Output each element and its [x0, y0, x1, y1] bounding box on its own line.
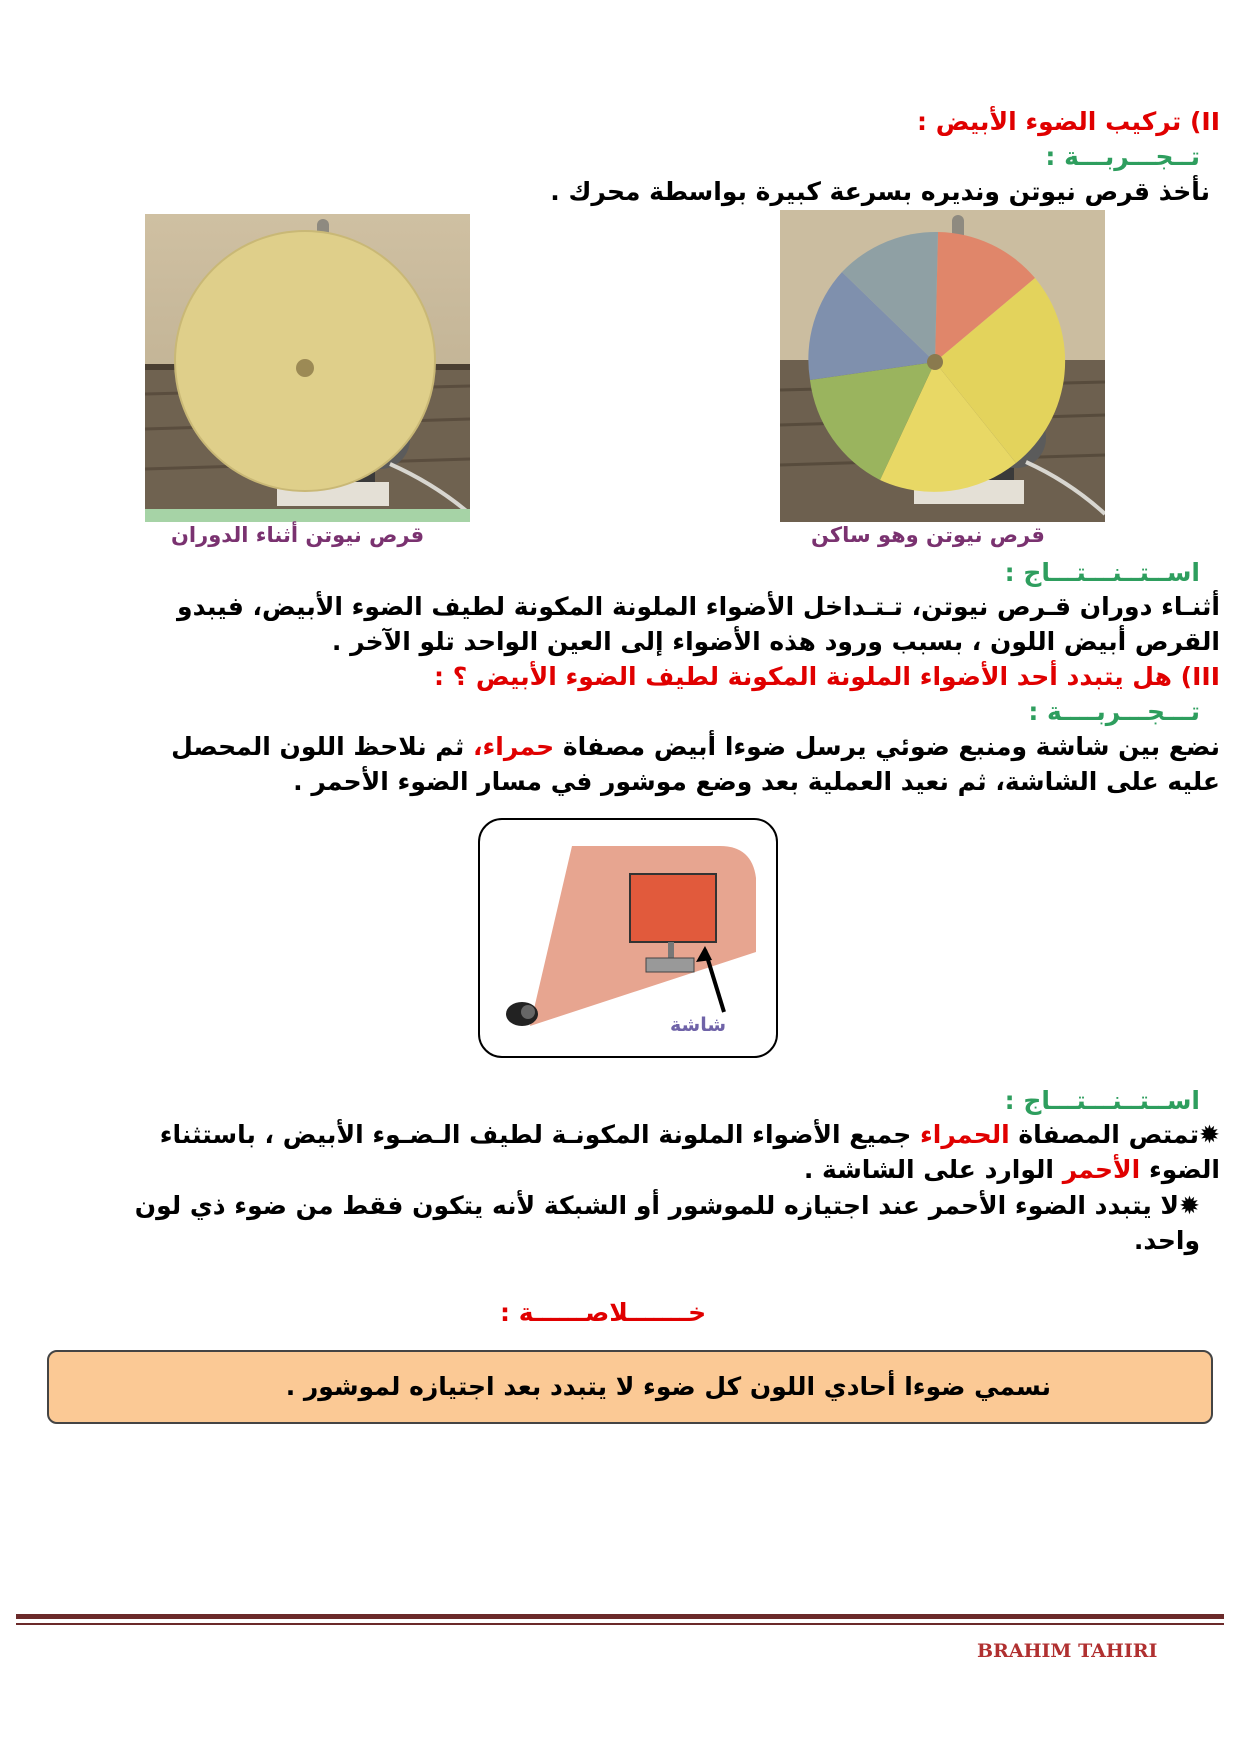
conclusion-label-2: اســتــنـــتـــاج :	[1004, 1086, 1200, 1115]
experiment-label-2: تـــجـــربــــة :	[1028, 697, 1200, 726]
conclusion-2-bullet-1-line-2	[804, 1152, 1220, 1188]
section-2-numeral: II)	[1189, 107, 1220, 136]
conclusion-label-1: اســتــنـــتـــاج :	[1004, 558, 1200, 587]
conclusion-2-red-word-1: الحمراء	[920, 1120, 1010, 1149]
footer-rule-thick	[16, 1614, 1224, 1619]
section-3-numeral: III)	[1180, 662, 1220, 691]
conclusion-2-red-word-2: الأحمر	[1062, 1155, 1141, 1184]
experiment-2-text-b: ثم نلاحظ اللون المحصل	[171, 732, 465, 761]
conclusion-2-b1-d: الوارد على الشاشة .	[803, 1155, 1054, 1184]
section-2-heading	[917, 104, 1220, 140]
summary-box	[47, 1350, 1213, 1424]
experiment-label-1: تــجـــربـــة :	[1045, 142, 1200, 171]
screen-label: شاشة	[670, 1014, 727, 1036]
filter-screen-diagram	[478, 818, 778, 1058]
experiment-text-1: نأخذ قرص نيوتن ونديره بسرعة كبيرة بواسطة محرك .	[550, 177, 1210, 206]
newton-disc-rotating-photo	[145, 214, 470, 522]
red-screen	[630, 874, 716, 942]
conclusion-1-line-1: أثنـاء دوران قـرص نيوتن، تـتـداخل الأضواء الملونة المكونة لطيف الضوء الأبيض، فيبدو	[177, 592, 1220, 621]
conclusion-2-b1-b: جميع الأضواء الملونة المكونـة لطيف الـضـوء الأبيض ، باستثناء	[159, 1120, 912, 1149]
experiment-2-text-a: نضع بين شاشة ومنبع ضوئي يرسل ضوءا أبيض مصفاة	[562, 732, 1220, 761]
section-3-heading	[434, 659, 1220, 695]
summary-text: نسمي ضوءا أحادي اللون كل ضوء لا يتبدد بعد اجتيازه لموشور .	[285, 1372, 1051, 1401]
experiment-2-line-1	[171, 729, 1220, 765]
section-3-title: هل يتبدد أحد الأضواء الملونة المكونة لطيف الضوء الأبيض ؟ :	[434, 662, 1172, 691]
bullet-star-icon: ✹	[1199, 1120, 1220, 1149]
footer-author: BRAHIM TAHIRI	[977, 1640, 1158, 1662]
experiment-2-line-2: عليه على الشاشة، ثم نعيد العملية بعد وضع موشور في مسار الضوء الأحمر .	[293, 767, 1220, 796]
conclusion-2-b2-text: لا يتبدد الضوء الأحمر عند اجتيازه للموشور أو الشبكة لأنه يتكون فقط من ضوء ذي لون	[134, 1191, 1180, 1220]
bullet-star-icon: ✹	[1179, 1191, 1200, 1220]
conclusion-2-b1-c: الضوء	[1148, 1155, 1220, 1184]
conclusion-2-bullet-1-line-1	[160, 1117, 1220, 1153]
newton-disc-static-photo	[780, 210, 1105, 522]
rotating-disc-caption: قرص نيوتن أثناء الدوران	[171, 523, 425, 547]
summary-label: خـــــــلاصــــــة :	[500, 1298, 707, 1327]
conclusion-2-bullet-2-line-1	[135, 1188, 1200, 1224]
conclusion-2-bullet-2-line-2: واحد.	[1133, 1226, 1200, 1255]
static-disc-caption: قرص نيوتن وهو ساكن	[811, 523, 1045, 547]
experiment-2-red-word: حمراء،	[473, 732, 555, 761]
conclusion-2-b1-a: تمتص المصفاة	[1018, 1120, 1200, 1149]
conclusion-1-line-2: القرص أبيض اللون ، بسبب ورود هذه الأضواء إلى العين الواحد تلو الآخر .	[331, 627, 1220, 656]
section-2-title: تركيب الضوء الأبيض :	[917, 107, 1182, 136]
footer-rule-thin	[16, 1623, 1224, 1625]
